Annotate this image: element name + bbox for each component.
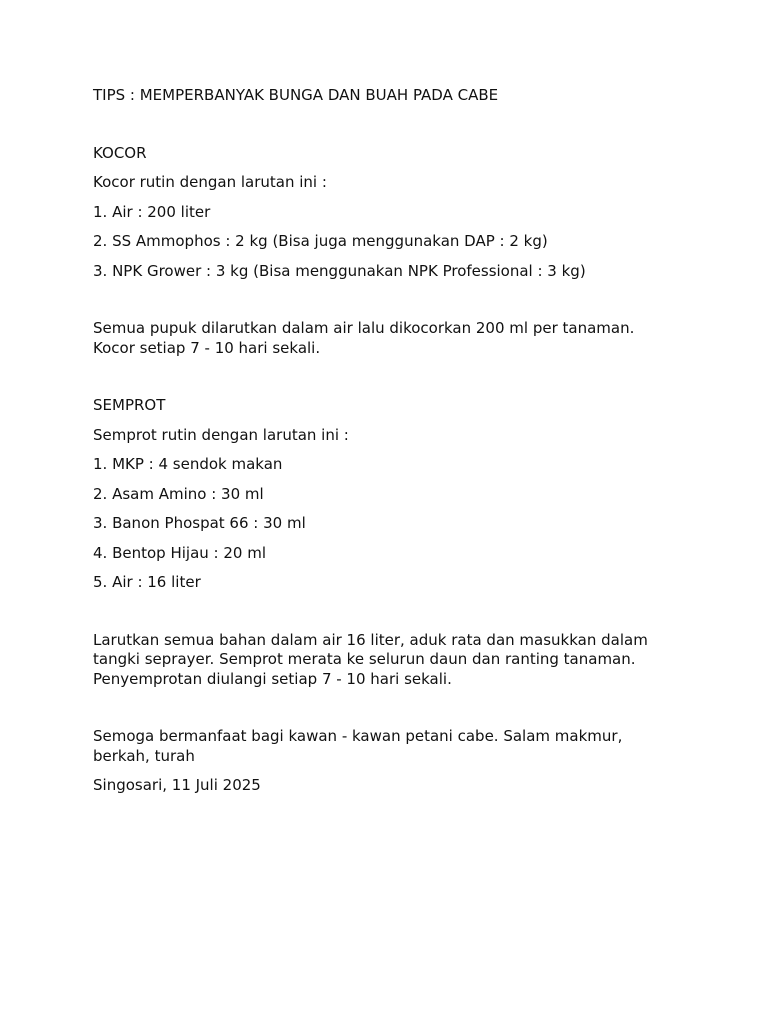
kocor-item: 3. NPK Grower : 3 kg (Bisa menggunakan NPK Professional : 3 kg) xyxy=(93,261,586,280)
signoff: Singosari, 11 Juli 2025 xyxy=(93,776,261,794)
semprot-note: Larutkan semua bahan dalam air 16 liter, aduk rata dan masukkan dalam xyxy=(93,630,648,649)
semprot-item: 5. Air : 16 liter xyxy=(93,573,201,591)
kocor-item: 2. SS Ammophos : 2 kg (Bisa juga menggunakan DAP : 2 kg) xyxy=(93,232,548,250)
kocor-note: Kocor setiap 7 - 10 hari sekali. xyxy=(93,338,321,357)
semprot-intro: Semprot rutin dengan larutan ini : xyxy=(93,425,349,444)
semprot-heading: SEMPROT xyxy=(93,396,166,414)
semprot-note: Penyemprotan diulangi setiap 7 - 10 hari sekali. xyxy=(93,669,452,688)
semprot-item: 3. Banon Phospat 66 : 30 ml xyxy=(93,514,306,532)
closing-text: berkah, turah xyxy=(93,746,195,765)
kocor-item: 1. Air : 200 liter xyxy=(93,202,211,221)
spacer xyxy=(93,106,693,144)
document-body xyxy=(93,86,693,796)
kocor-note: Semua pupuk dilarutkan dalam air lalu dikocorkan 200 ml per tanaman. xyxy=(93,319,635,337)
semprot-note: tangki seprayer. Semprot merata ke selurun daun dan ranting tanaman. xyxy=(93,650,636,668)
closing-text: Semoga bermanfaat bagi kawan - kawan petani cabe. Salam makmur, xyxy=(93,727,623,745)
semprot-item: 2. Asam Amino : 30 ml xyxy=(93,484,264,503)
semprot-item: 4. Bentop Hijau : 20 ml xyxy=(93,543,266,562)
document-title: TIPS : MEMPERBANYAK BUNGA DAN BUAH PADA CABE xyxy=(93,86,499,104)
kocor-heading: KOCOR xyxy=(93,143,147,162)
semprot-item: 1. MKP : 4 sendok makan xyxy=(93,455,283,473)
kocor-intro: Kocor rutin dengan larutan ini : xyxy=(93,173,327,191)
